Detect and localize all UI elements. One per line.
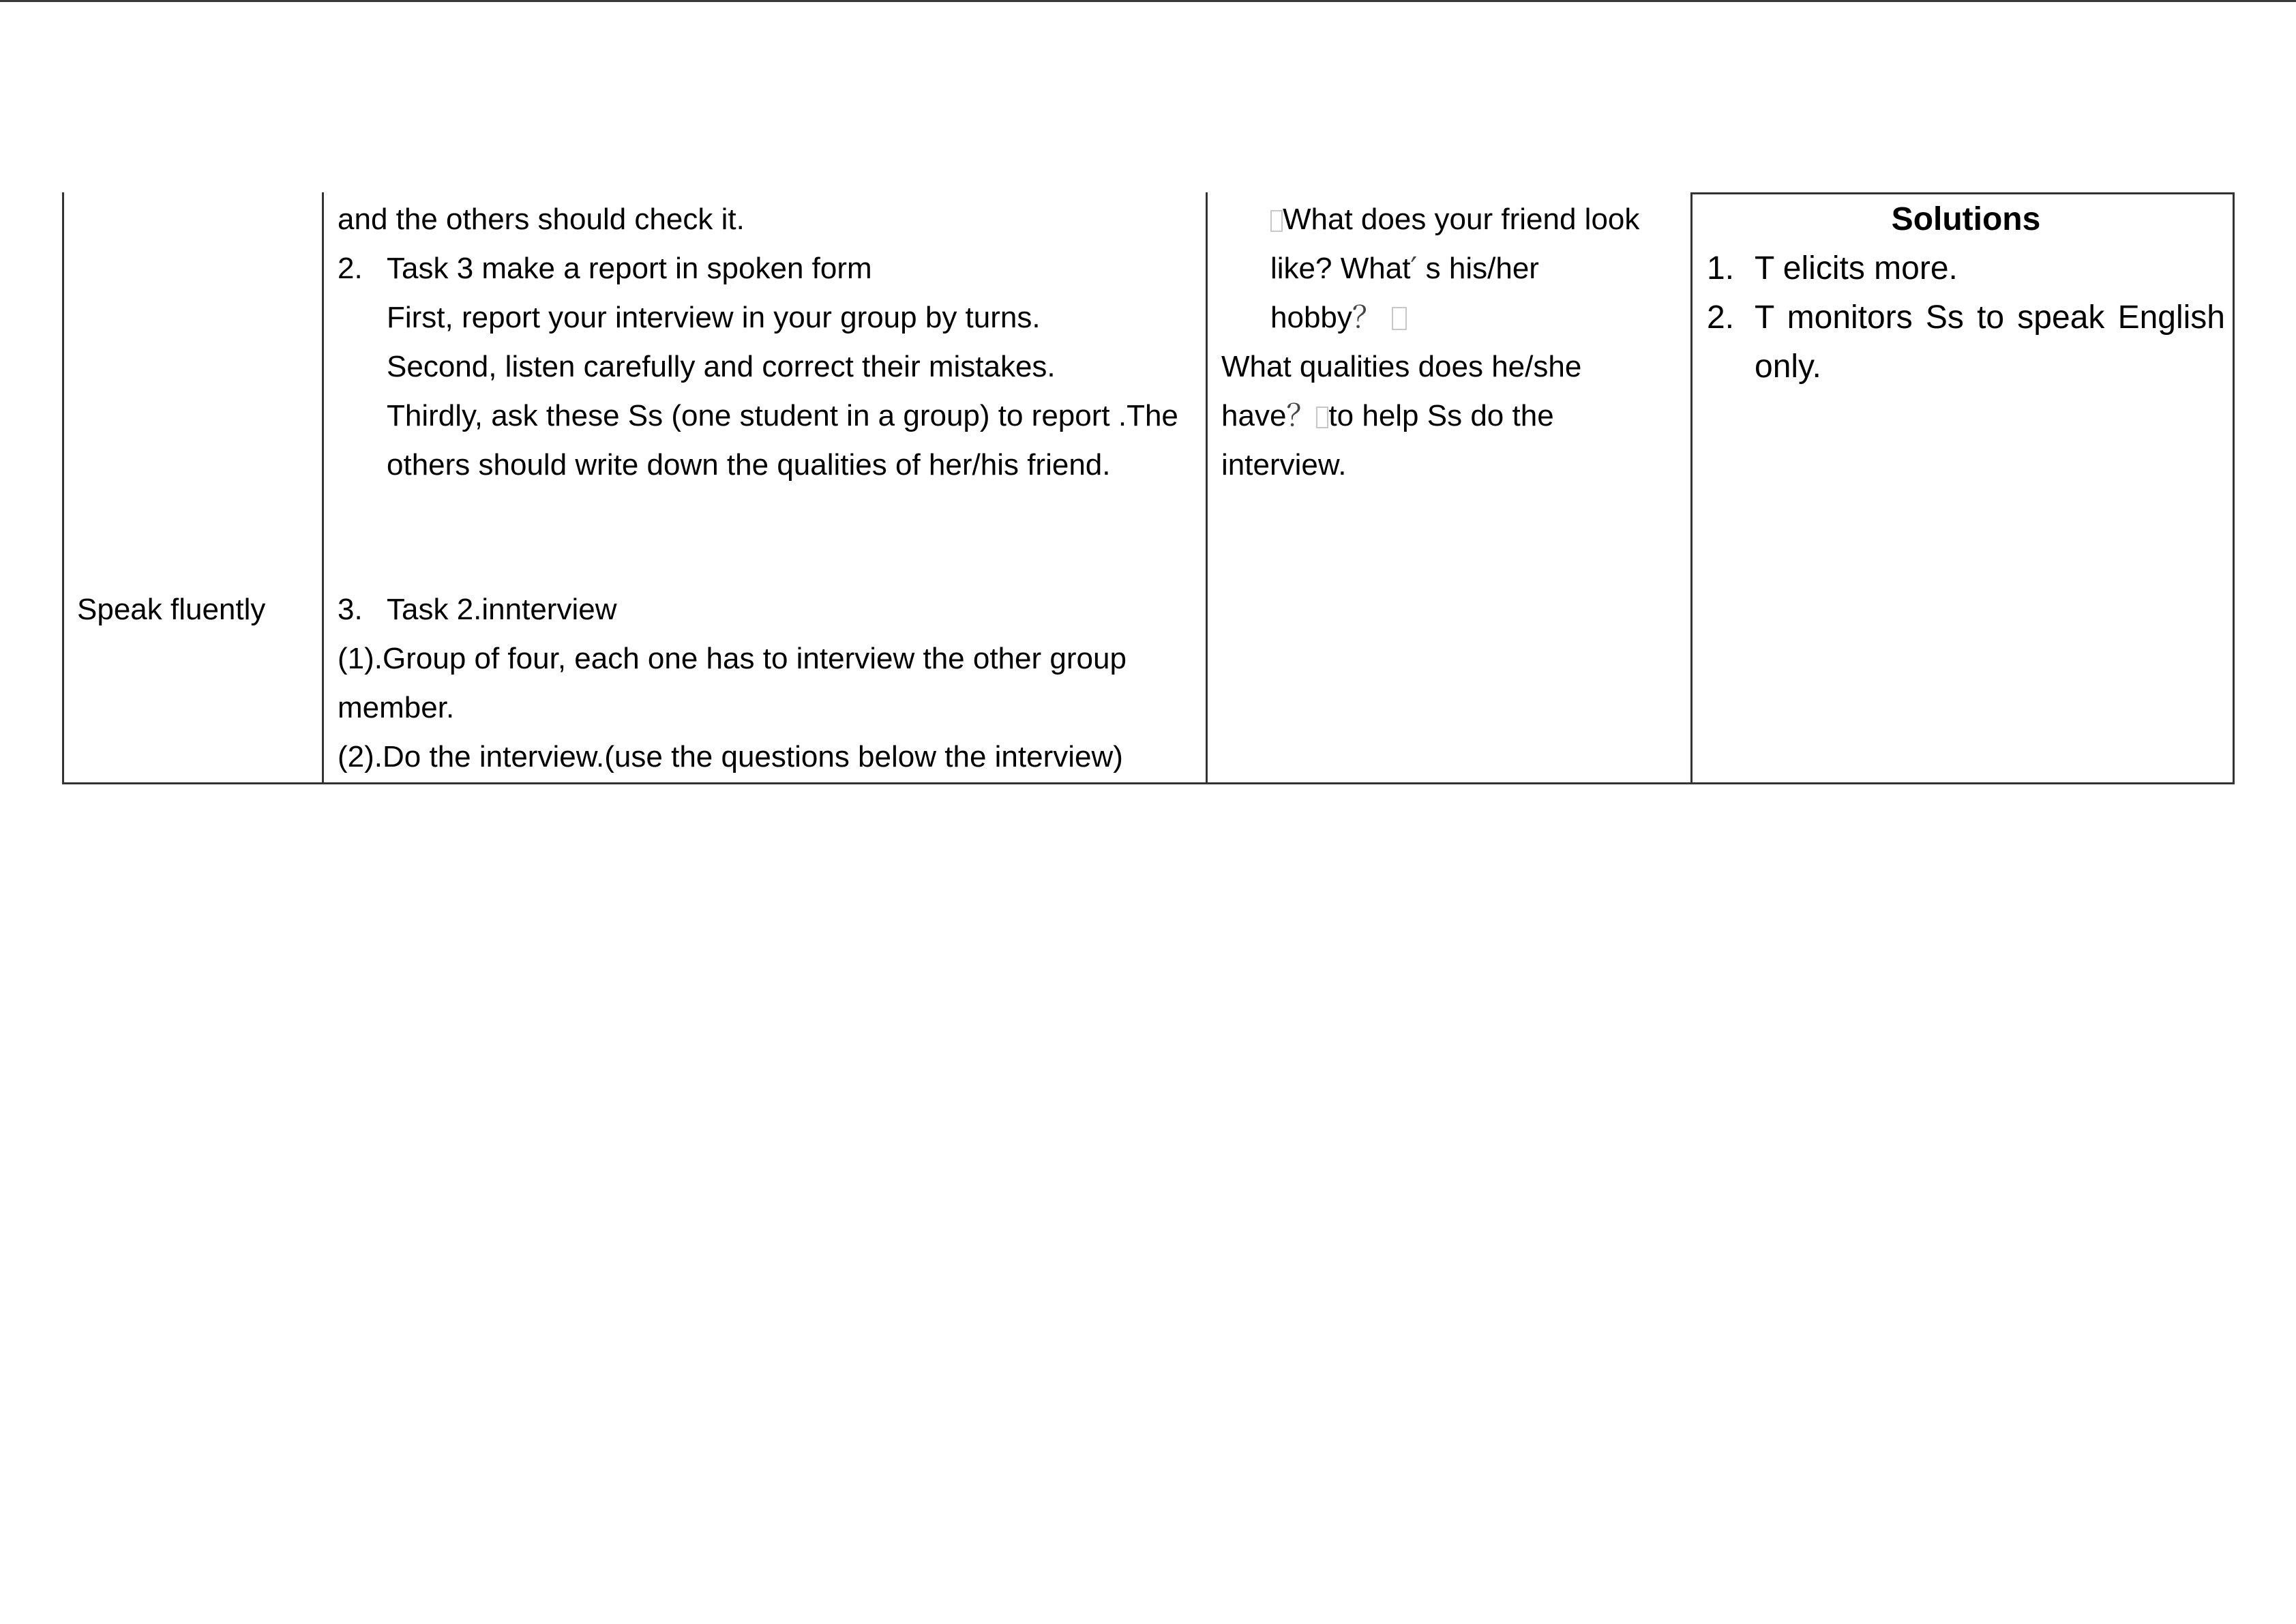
activity-text: and the others should check it. xyxy=(338,203,745,236)
question-text: What qualities does he/she xyxy=(1221,350,1582,383)
task-3-number: 2. xyxy=(338,252,363,285)
task-3-step-2 xyxy=(387,342,1056,392)
question-text: to help Ss do the xyxy=(1328,399,1554,432)
task-3-title: Task 3 make a report in spoken form xyxy=(387,252,872,285)
column-2-cell xyxy=(338,192,1197,784)
task-2-step-2 xyxy=(338,733,1123,782)
question-line-1 xyxy=(1270,195,1639,244)
speak-fluently-label: Speak fluently xyxy=(77,593,266,626)
page-top-border xyxy=(0,0,2296,2)
task-2-step-1-text: (1).Group of four, each one has to interview the other group xyxy=(338,642,1127,675)
solution-item-1 xyxy=(1707,244,2225,293)
solution-1-number: 1. xyxy=(1707,250,1735,286)
column-3-cell xyxy=(1221,192,1685,784)
solution-2-number: 2. xyxy=(1707,299,1735,336)
placeholder-box-icon xyxy=(1392,307,1407,330)
task-2-step-1-cont-text: member. xyxy=(338,691,455,724)
task-2-step-2-text: (2).Do the interview.(use the questions below the interview) xyxy=(338,740,1123,773)
column-1-cell xyxy=(77,585,309,634)
question-mark: ？ xyxy=(1352,300,1382,335)
task-3-step-4 xyxy=(387,441,1110,490)
task-2-number: 3. xyxy=(338,593,363,626)
task-2-step-1-cont xyxy=(338,683,454,733)
question-line-6 xyxy=(1221,441,1346,490)
placeholder-box-icon xyxy=(1270,210,1283,232)
question-text: like? What xyxy=(1270,252,1411,285)
solutions-heading xyxy=(1707,195,2225,244)
column-divider-1 xyxy=(322,192,324,784)
task-3-step-2-text: Second, listen carefully and correct their mistakes. xyxy=(387,350,1056,383)
question-mark: ？ xyxy=(1286,398,1317,433)
task-2-title: Task 2.innterview xyxy=(387,593,617,626)
solutions-heading-text: Solutions xyxy=(1891,201,2041,237)
question-line-4 xyxy=(1221,342,1581,392)
question-text: hobby xyxy=(1270,301,1352,334)
task-3-step-1 xyxy=(387,293,1041,342)
solution-item-2 xyxy=(1707,293,2225,342)
solution-1-text: T elicits more. xyxy=(1755,250,1958,286)
placeholder-box-icon xyxy=(1316,407,1328,428)
prime-mark: ′ xyxy=(1410,251,1418,286)
question-text: have xyxy=(1221,399,1287,432)
activity-line-1 xyxy=(338,195,745,244)
question-text: What does your friend look xyxy=(1283,203,1640,236)
task-3-step-3-text: Thirdly, ask these Ss (one student in a group) to report .The xyxy=(387,399,1178,432)
question-text: s his/her xyxy=(1417,252,1539,285)
column-divider-3 xyxy=(1690,192,1693,784)
table-right-border xyxy=(2233,192,2235,784)
question-text: interview. xyxy=(1221,448,1347,482)
lesson-plan-table xyxy=(62,192,2235,784)
solution-2-cont-text: only. xyxy=(1755,349,1821,385)
column-divider-2 xyxy=(1206,192,1208,784)
task-3-step-1-text: First, report your interview in your group by turns. xyxy=(387,301,1041,334)
task-3-step-4-text: others should write down the qualities of her/his friend. xyxy=(387,448,1111,482)
table-left-border xyxy=(62,192,64,784)
question-line-5 xyxy=(1221,392,1554,441)
task-2-step-1 xyxy=(338,634,1127,683)
question-line-2 xyxy=(1270,244,1539,293)
task-3-step-3 xyxy=(387,392,1178,441)
solution-item-2-cont xyxy=(1755,342,1821,392)
solutions-cell xyxy=(1707,192,2225,784)
solution-2-text: T monitors Ss to speak English xyxy=(1755,299,2225,336)
question-line-3 xyxy=(1270,293,1407,342)
